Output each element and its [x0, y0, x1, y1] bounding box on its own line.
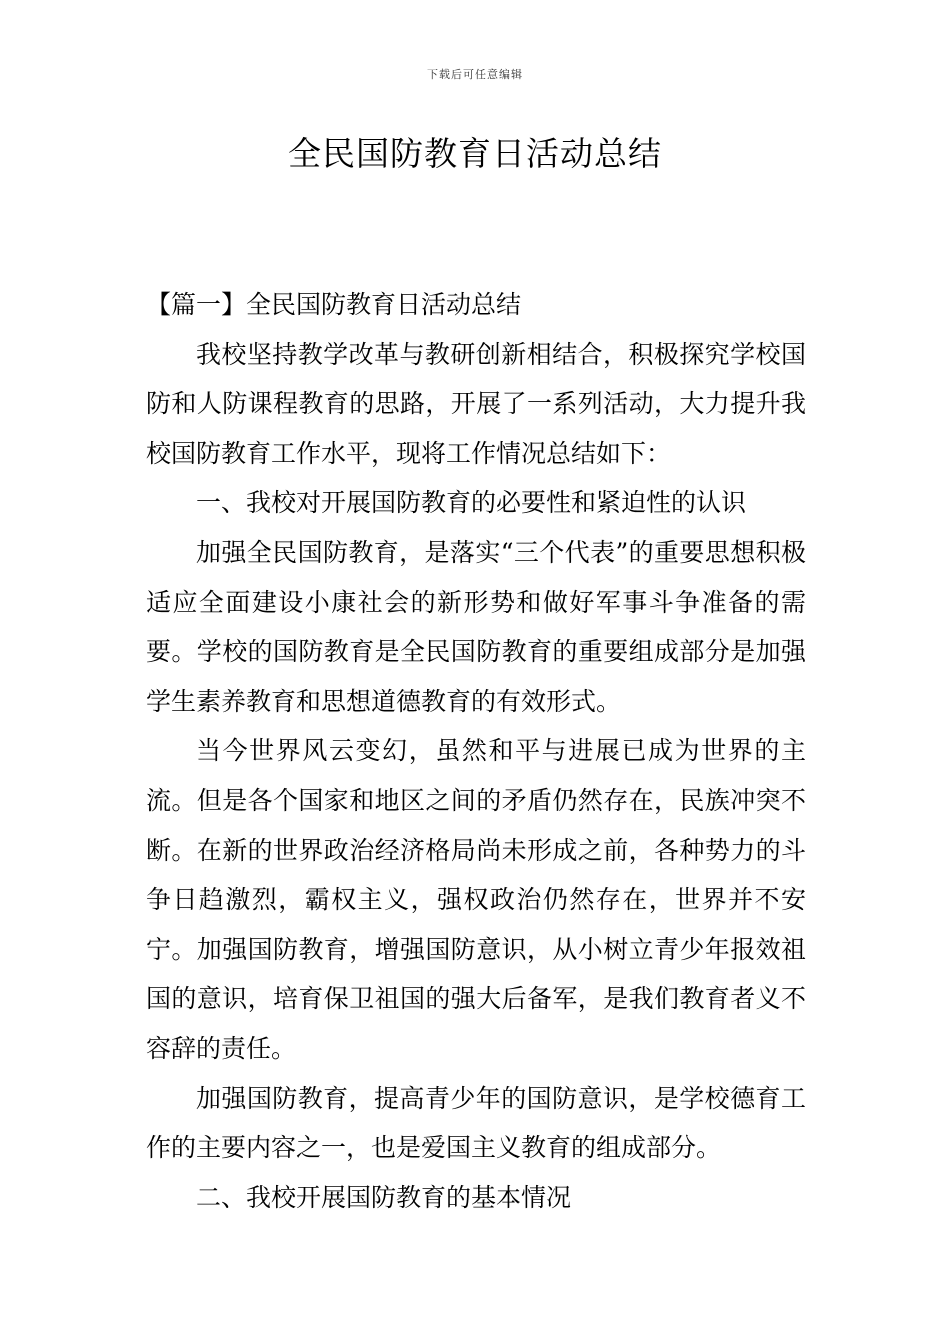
document-body [146, 280, 806, 1222]
paragraph-intro: 我校坚持教学改革与教研创新相结合，积极探究学校国防和人防课程教育的思路，开展了一系列活动，大力提升我校国防教育工作水平，现将工作情况总结如下： [146, 339, 806, 468]
paragraph-importance: 加强全民国防教育，是落实“三个代表”的重要思想积极适应全面建设小康社会的新形势和做好军事斗争准备的需要。学校的国防教育是全民国防教育的重要组成部分是加强学生素养教育和思想道德教育的有效形式。 [146, 537, 806, 716]
section-label: 【篇一】全民国防教育日活动总结 [146, 290, 522, 319]
paragraph-world-situation: 当今世界风云变幻，虽然和平与进展已成为世界的主流。但是各个国家和地区之间的矛盾仍然存在，民族冲突不断。在新的世界政治经济格局尚未形成之前，各种势力的斗争日趋激烈，霸权主义，强权政治仍然存在，世界并不安宁。加强国防教育，增强国防意识，从小树立青少年报效祖国的意识，培育保卫祖国的强大后备军，是我们教育者义不容辞的责任。 [146, 736, 806, 1063]
paragraph-moral-education: 加强国防教育，提高青少年的国防意识，是学校德育工作的主要内容之一，也是爱国主义教育的组成部分。 [146, 1083, 806, 1163]
heading-two: 二、我校开展国防教育的基本情况 [196, 1182, 572, 1212]
heading-one: 一、我校对开展国防教育的必要性和紧迫性的认识 [196, 488, 747, 518]
header-note: 下载后可任意编辑 [427, 68, 523, 81]
document-title: 全民国防教育日活动总结 [288, 134, 662, 173]
